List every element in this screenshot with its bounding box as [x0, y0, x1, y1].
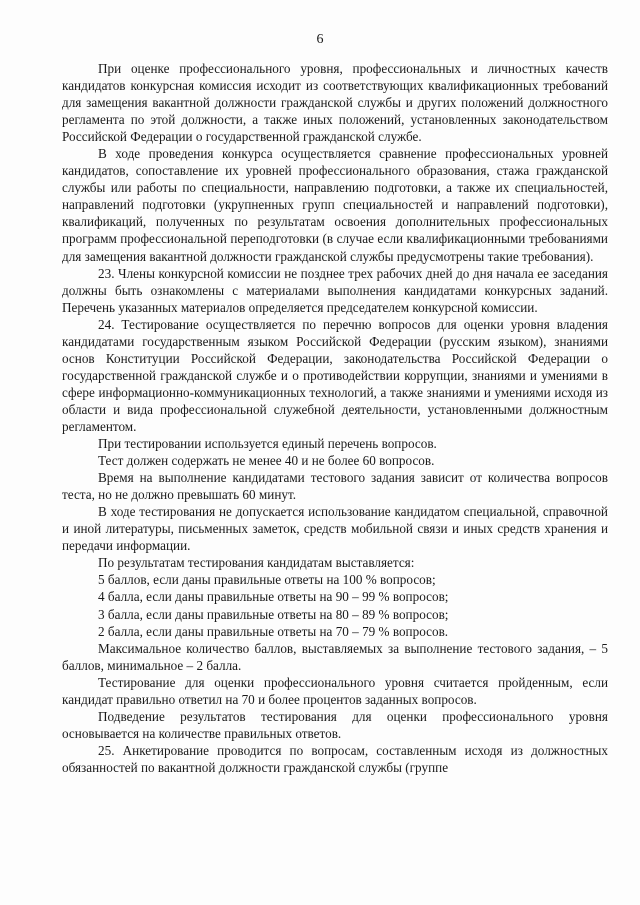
- paragraph-item-24: 24. Тестирование осуществляется по перечню вопросов для оценки уровня владения кандидатами государственным языком Российской Федерации (русским языком), знаниями основ Конституции Российской Федерации, законодательства Российской Федерации о государственной гражданской службе и о противодействии коррупции, знаниями и умениями в сфере информационно-коммуникационных технологий, а также знаниями и умениями исходя из области и вида профессиональной служебной деятельности, установленными должностным регламентом.: [62, 316, 608, 434]
- paragraph-item-25: 25. Анкетирование проводится по вопросам, составленным исходя из должностных обязанностей по вакантной должности гражданской службы (группе: [62, 742, 608, 775]
- paragraph-question-count: Тест должен содержать не менее 40 и не более 60 вопросов.: [98, 453, 435, 469]
- page-number: 6: [316, 32, 324, 47]
- list-item-score-5: 5 баллов, если даны правильные ответы на 100 % вопросов;: [98, 572, 436, 588]
- paragraph-item-23: 23. Члены конкурсной комиссии не позднее трех рабочих дней до дня начала ее заседания должны быть ознакомлены с материалами выполнения кандидатами конкурсных заданий. Перечень указанных материалов определяется председателем конкурсной комиссии.: [62, 265, 608, 315]
- document-body: [62, 60, 608, 776]
- paragraph-comparison: В ходе проведения конкурса осуществляется сравнение профессиональных уровней кандидатов, сопоставление их уровней профессионального образования, стажа гражданской службы или работы по специальности, направлению подготовки, а также их специальностей, направлений подготовки (укрупненных групп специальностей и направлений подготовки), квалификаций, полученных по результатам освоения дополнительных профессиональных программ профессиональной переподготовки (в случае если квалификационными требованиями для замещения вакантной должности гражданской службы предусмотрены такие требования).: [62, 146, 608, 264]
- list-item-score-2: 2 балла, если даны правильные ответы на 70 – 79 % вопросов.: [98, 623, 449, 639]
- paragraph-prohibited-materials: В ходе тестирования не допускается использование кандидатом специальной, справочной и иной литературы, письменных заметок, средств мобильной связи и иных средств хранения и передачи информации.: [62, 504, 608, 554]
- paragraph-max-score: Максимальное количество баллов, выставляемых за выполнение тестового задания, – 5 баллов, минимальное – 2 балла.: [62, 640, 608, 673]
- paragraph-results-summary: Подведение результатов тестирования для оценки профессионального уровня основывается на количестве правильных ответов.: [62, 708, 608, 741]
- paragraph-test-time: Время на выполнение кандидатами тестового задания зависит от количества вопросов теста, но не должно превышать 60 минут.: [62, 470, 608, 503]
- list-item-score-4: 4 балла, если даны правильные ответы на 90 – 99 % вопросов;: [98, 589, 449, 605]
- paragraph-pass-criteria: Тестирование для оценки профессионального уровня считается пройденным, если кандидат правильно ответил на 70 и более процентов заданных вопросов.: [62, 674, 608, 707]
- list-item-score-3: 3 балла, если даны правильные ответы на 80 – 89 % вопросов;: [98, 606, 449, 622]
- paragraph-scoring-intro: По результатам тестирования кандидатам выставляется:: [98, 555, 415, 571]
- paragraph-evaluation-basis: При оценке профессионального уровня, профессиональных и личностных качеств кандидатов конкурсная комиссия исходит из соответствующих квалификационных требований для замещения вакантной должности гражданской службы и других положений должностного регламента по этой должности, а также иных положений, установленных законодательством Российской Федерации о государственной гражданской службе.: [62, 61, 608, 145]
- paragraph-single-question-list: При тестировании используется единый перечень вопросов.: [98, 436, 437, 452]
